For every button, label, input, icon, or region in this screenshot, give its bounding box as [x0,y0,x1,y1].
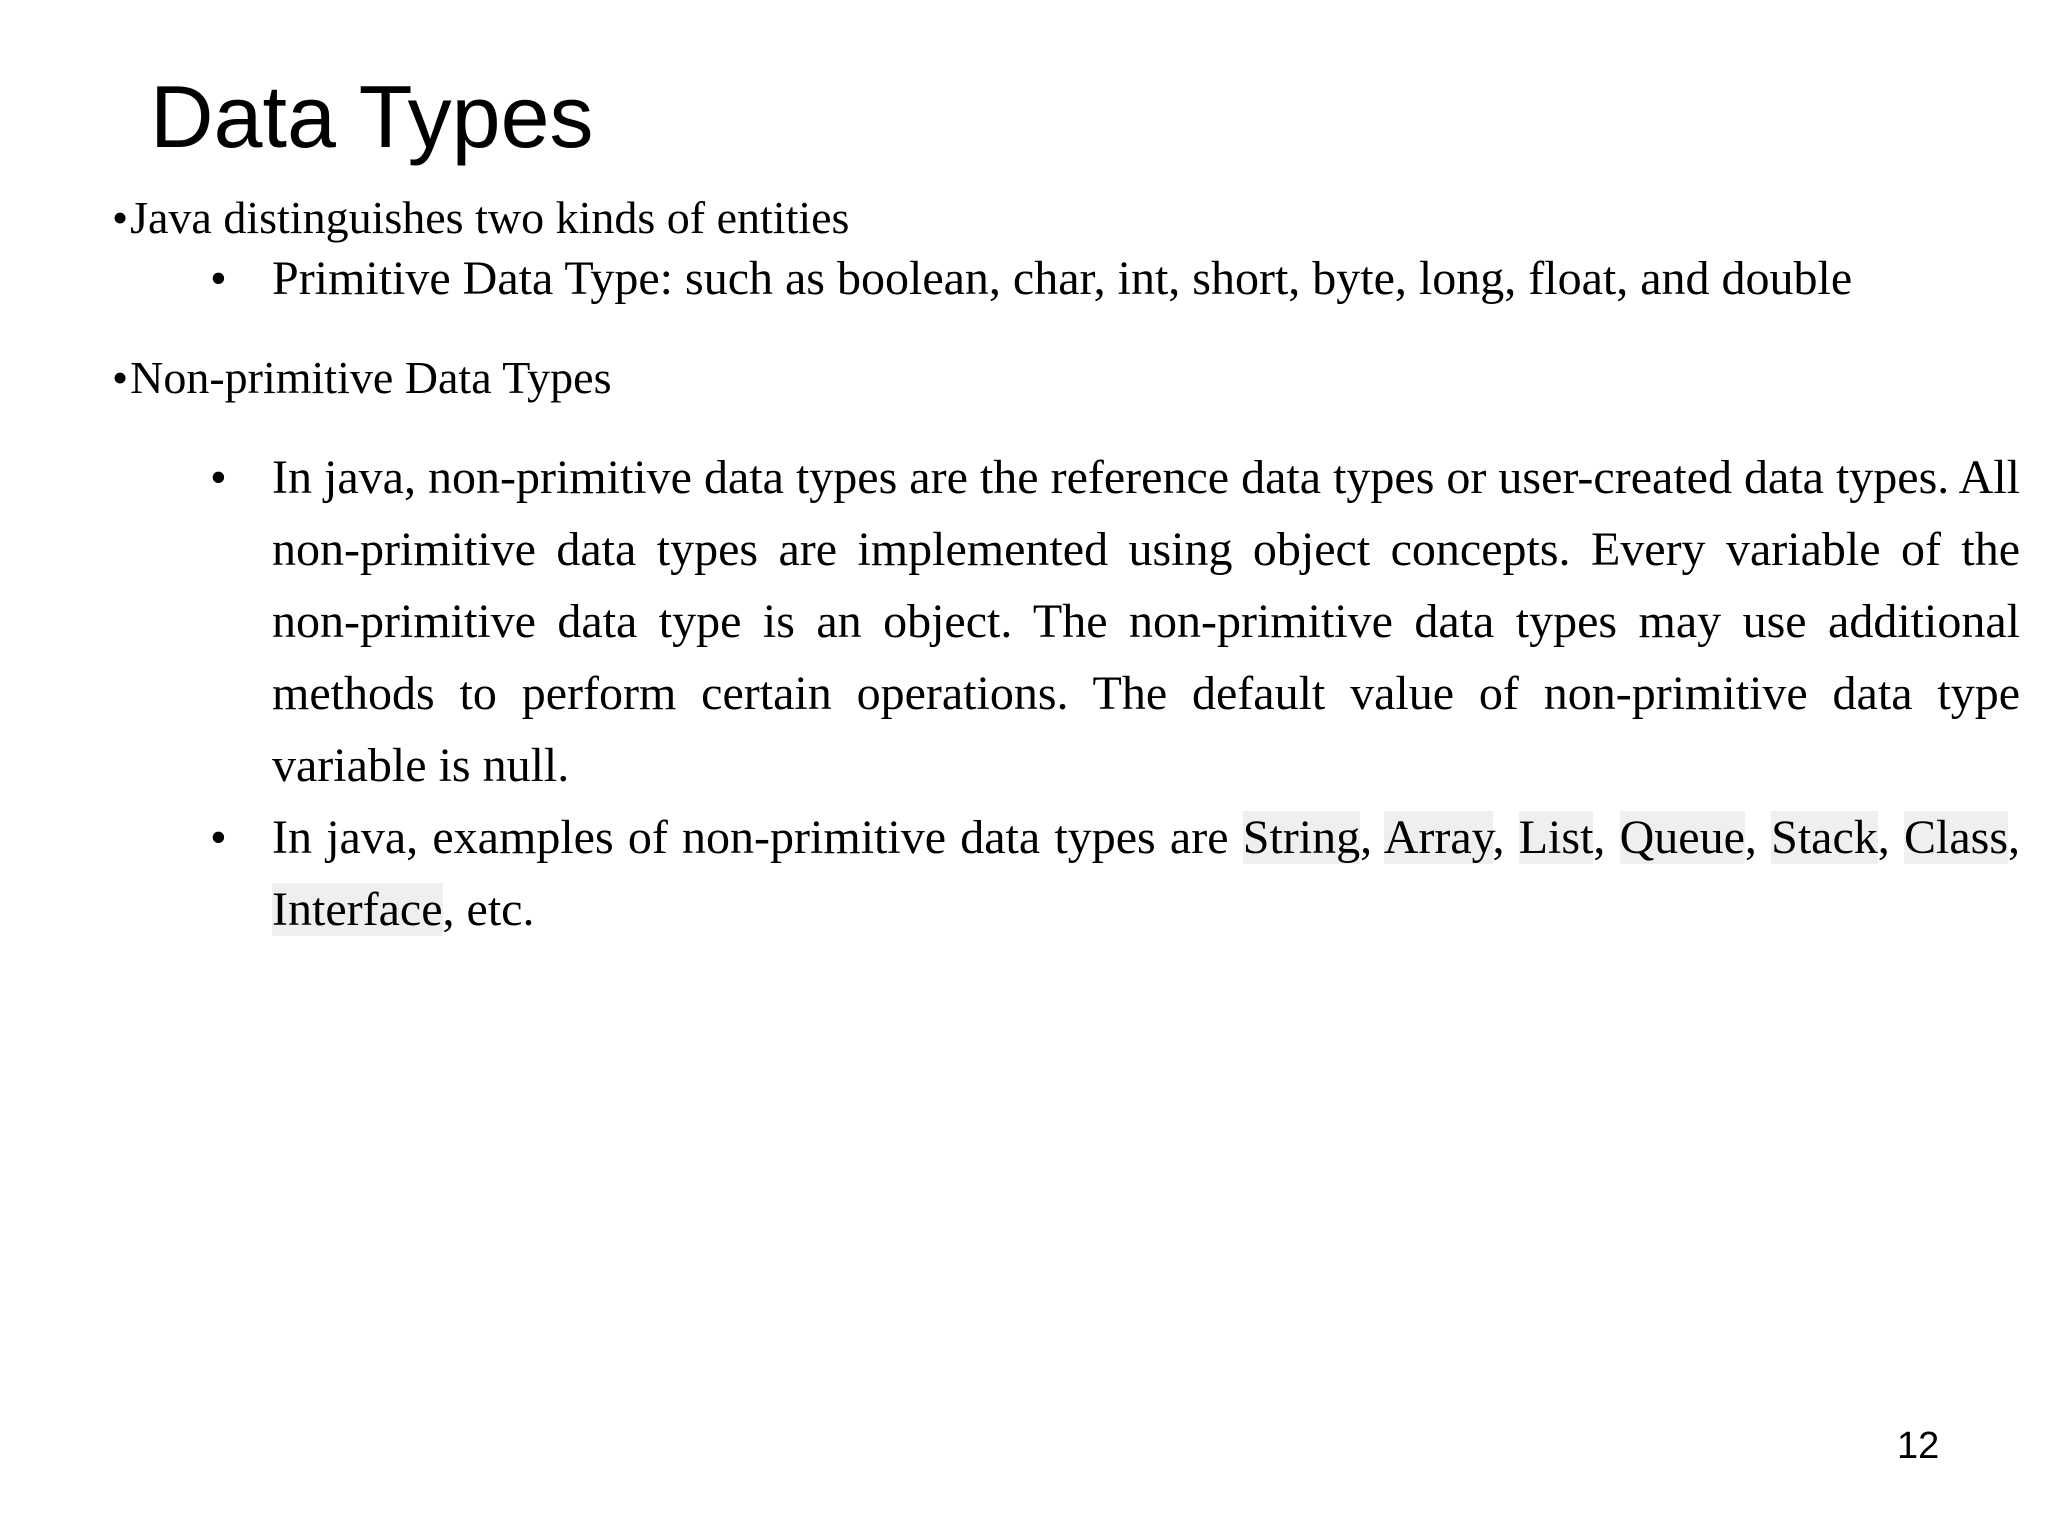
separator: , [1877,811,1904,864]
sub-bullet-non-primitive-description [210,442,2020,802]
sub-bullet-non-primitive-examples [210,802,2020,946]
sub-bullet-primitive-types-text: Primitive Data Type: such as boolean, char, int, short, byte, long, float, and double [272,252,1853,305]
separator: , [1744,811,1772,864]
type-list: List [1518,811,1594,864]
bullet-non-primitive [112,348,612,408]
separator: , [2008,811,2020,864]
type-interface: Interface [272,883,443,936]
bullet-marker: • [112,352,129,403]
examples-suffix: , etc. [442,883,535,936]
slide-title: Data Types [150,67,594,166]
type-string: String [1242,811,1361,864]
type-array: Array [1383,811,1493,864]
type-class: Class [1903,811,2008,864]
page-number: 12 [1897,1425,1940,1467]
type-queue: Queue [1619,811,1745,864]
bullet-non-primitive-text: Non-primitive Data Types [130,352,612,403]
sub-bullet-marker: • [210,811,227,864]
sub-bullet-marker: • [210,252,227,305]
sub-bullet-primitive-types [210,248,2020,310]
examples-prefix: In java, examples of non-primitive data types are [272,811,1243,864]
sub-bullet-non-primitive-description-text: In java, non-primitive data types are the reference data types or user-created data types. All non-primitive data types are implemented using object concepts. Every variable of the non-primitive data type is an object. The non-primitive data types may use additional methods to perform certain operations. The default value of non-primitive data type variable is null. [272,451,2020,792]
sub-bullet-marker: • [210,451,227,504]
separator: , [1360,811,1384,864]
bullet-java-entities [112,188,849,248]
separator: , [1492,811,1519,864]
bullet-java-entities-text: Java distinguishes two kinds of entities [130,192,850,243]
type-stack: Stack [1771,811,1878,864]
sub-bullet-non-primitive-examples-text [272,802,2020,946]
bullet-marker: • [112,192,129,243]
separator: , [1593,811,1620,864]
